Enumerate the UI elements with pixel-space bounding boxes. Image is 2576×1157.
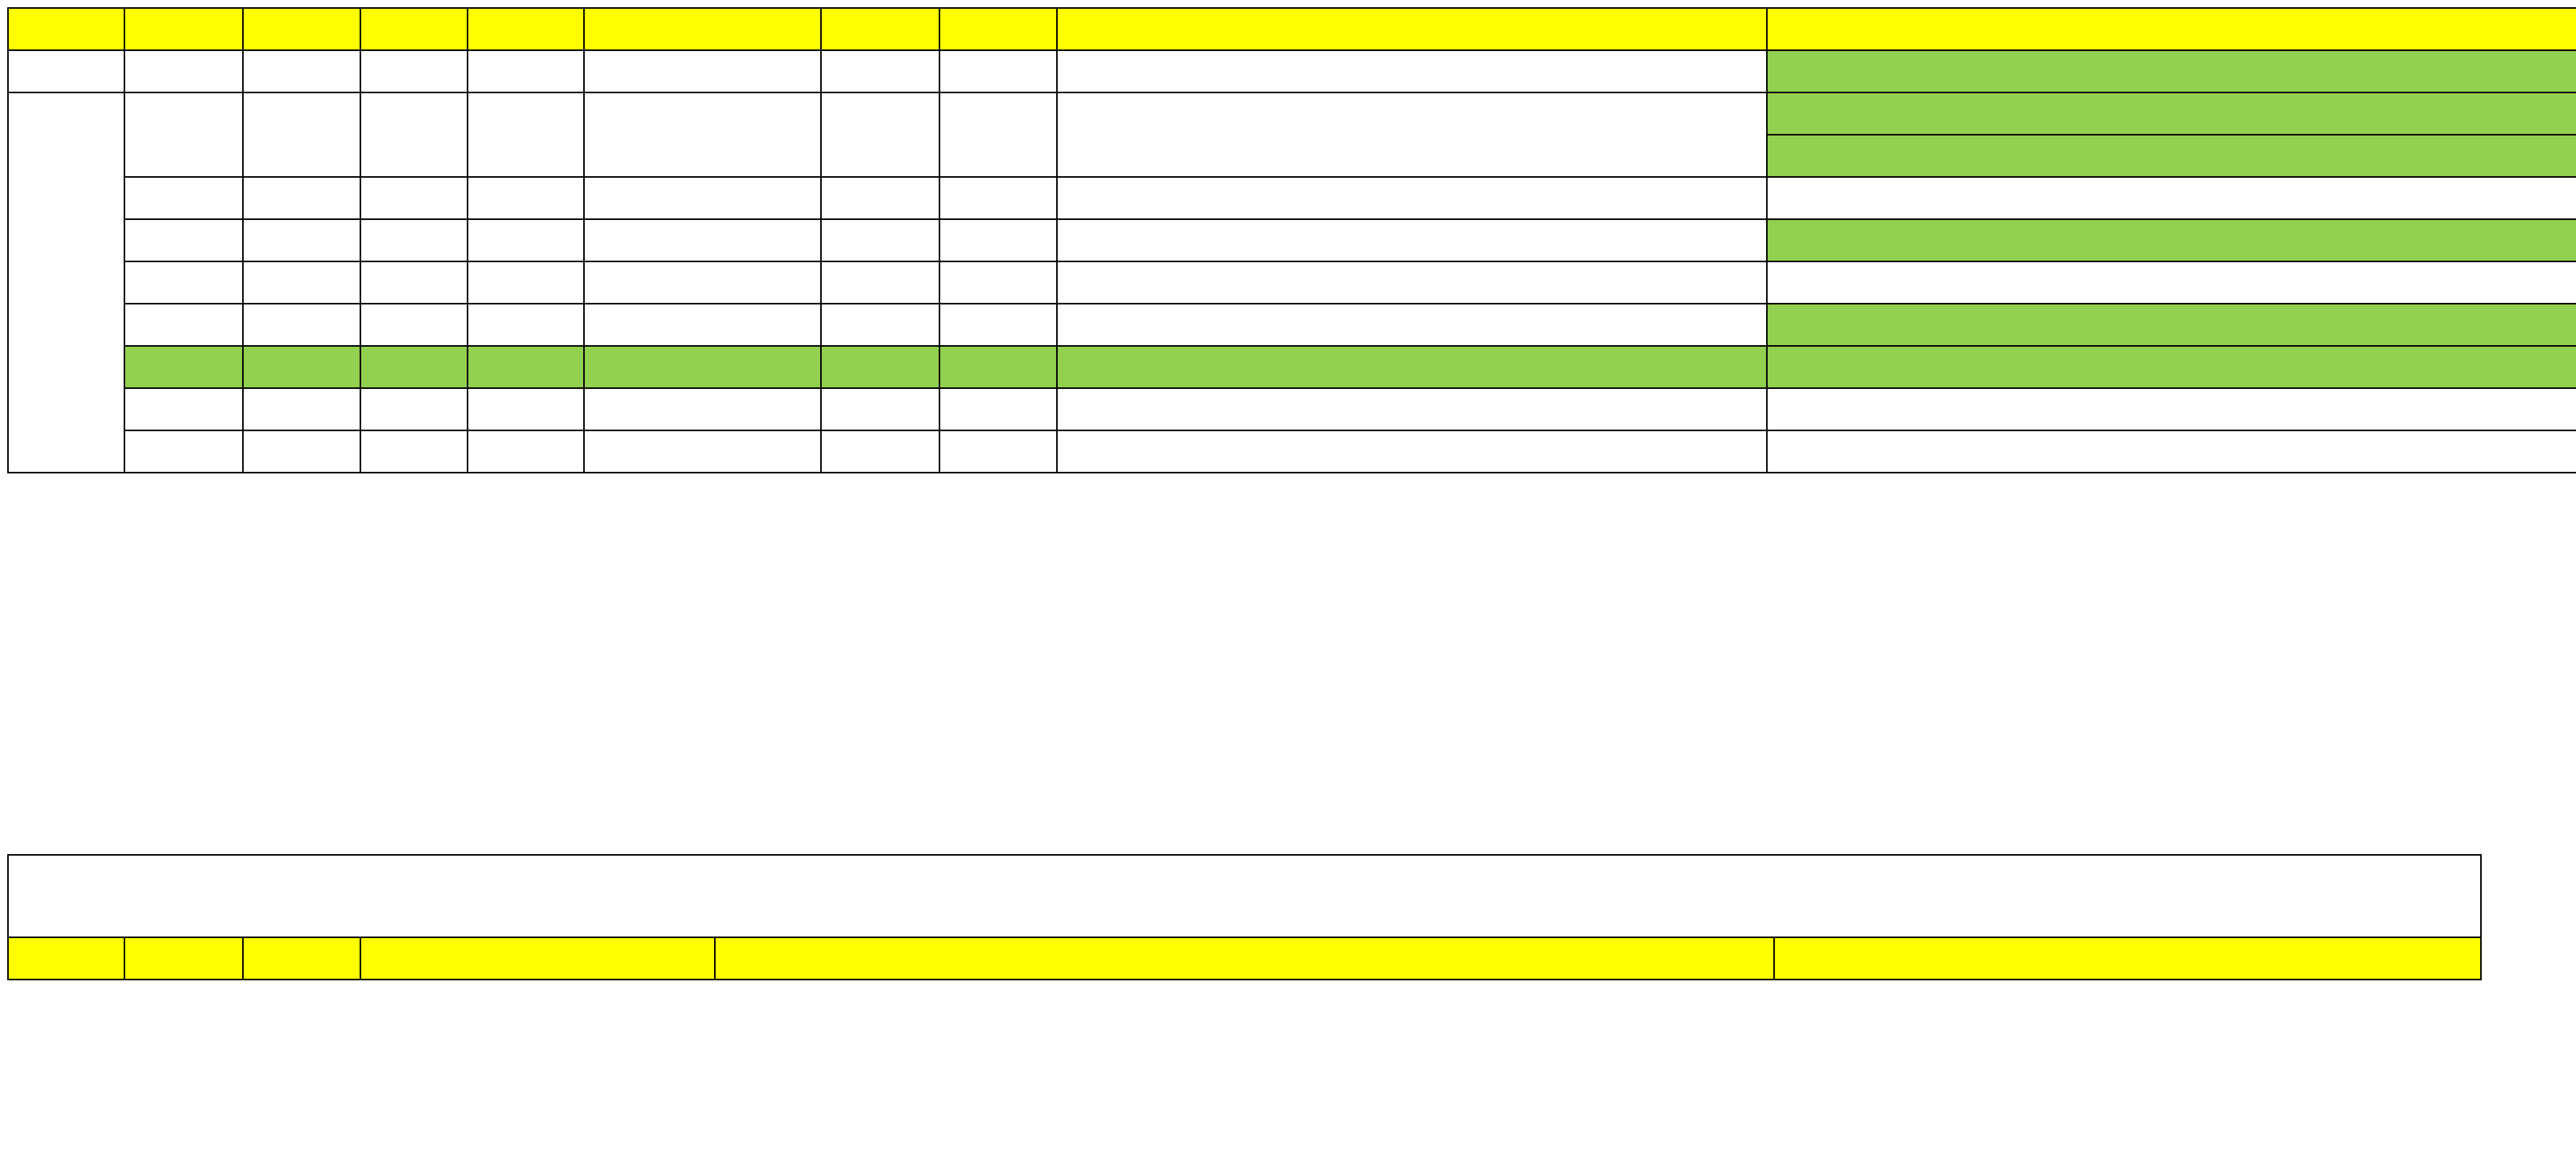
skill-multiplier (584, 177, 821, 219)
header-cell (361, 938, 715, 980)
skill-hong (940, 177, 1057, 219)
skill-job (243, 388, 361, 431)
header-cell (1057, 8, 1767, 50)
skill-effect (1057, 346, 1767, 388)
header-cell (584, 8, 821, 50)
header-cell (8, 938, 125, 980)
skill-stars (361, 346, 468, 388)
skill-multiplier (584, 262, 821, 304)
skill-effect (1057, 177, 1767, 219)
skill-rate (468, 219, 584, 262)
skill-stars (361, 177, 468, 219)
skill-rate (468, 346, 584, 388)
skill-effect (1057, 93, 1767, 177)
skill-hong (940, 93, 1057, 177)
header-cell (715, 938, 1774, 980)
skill-job (243, 431, 361, 473)
skill-job (243, 219, 361, 262)
supplement-table (7, 854, 2482, 980)
skill-name (125, 388, 243, 431)
skill-rate (468, 177, 584, 219)
header-cell (125, 938, 243, 980)
skill-essence (1767, 262, 2576, 304)
table-row (8, 388, 2576, 431)
skill-gang (821, 388, 940, 431)
skill-name (125, 262, 243, 304)
skill-essence (1767, 431, 2576, 473)
skill-hong (940, 431, 1057, 473)
table-row (8, 50, 2576, 93)
skill-effect (1057, 431, 1767, 473)
skill-name (125, 50, 243, 93)
skill-name (125, 431, 243, 473)
skill-gang (821, 50, 940, 93)
skill-multiplier (584, 304, 821, 346)
counter-type-cell (8, 50, 125, 93)
skill-stars (361, 388, 468, 431)
skill-stars (361, 219, 468, 262)
header-cell (1774, 938, 2481, 980)
skill-name (125, 177, 243, 219)
header-cell (361, 8, 468, 50)
skill-gang (821, 304, 940, 346)
skill-gang (821, 177, 940, 219)
skill-hong (940, 304, 1057, 346)
skill-name (125, 304, 243, 346)
table-row (8, 93, 2576, 135)
header-cell (243, 938, 361, 980)
skill-rate (468, 388, 584, 431)
skill-multiplier (584, 431, 821, 473)
header-cell (1767, 8, 2576, 50)
skill-rate (468, 304, 584, 346)
skill-job (243, 93, 361, 177)
skill-effect (1057, 304, 1767, 346)
skill-job (243, 177, 361, 219)
skill-hong (940, 388, 1057, 431)
skill-multiplier (584, 93, 821, 177)
skill-essence (1767, 304, 2576, 346)
skill-gang (821, 219, 940, 262)
skill-gang (821, 93, 940, 177)
skill-job (243, 346, 361, 388)
skill-name (125, 93, 243, 177)
skill-effect (1057, 262, 1767, 304)
skill-hong (940, 50, 1057, 93)
skill-effect (1057, 50, 1767, 93)
skill-gang (821, 262, 940, 304)
table-row (8, 346, 2576, 388)
skill-essence (1767, 50, 2576, 93)
skill-multiplier (584, 50, 821, 93)
header-cell (821, 8, 940, 50)
header-row (8, 8, 2576, 50)
skill-hong (940, 262, 1057, 304)
skill-multiplier (584, 388, 821, 431)
table-row (8, 304, 2576, 346)
skill-stars (361, 50, 468, 93)
counter-type-cell (8, 93, 125, 473)
skill-gang (821, 346, 940, 388)
skill-stars (361, 93, 468, 177)
skill-multiplier (584, 346, 821, 388)
skill-essence-secondary (1767, 135, 2576, 177)
skill-essence (1767, 219, 2576, 262)
skill-rate (468, 93, 584, 177)
skill-hong (940, 219, 1057, 262)
skill-stars (361, 431, 468, 473)
skill-stars (361, 304, 468, 346)
table-row (8, 177, 2576, 219)
supplement-title-row (8, 855, 2481, 938)
header-cell (468, 8, 584, 50)
counter-skills-table (7, 7, 2576, 473)
skill-rate (468, 50, 584, 93)
table-row (8, 262, 2576, 304)
header-cell (125, 8, 243, 50)
skill-essence (1767, 388, 2576, 431)
header-cell (243, 8, 361, 50)
skill-rate (468, 431, 584, 473)
skill-hong (940, 346, 1057, 388)
skill-effect (1057, 388, 1767, 431)
skill-essence (1767, 93, 2576, 135)
counter-skills-body (8, 50, 2576, 473)
skill-job (243, 50, 361, 93)
table-row (8, 219, 2576, 262)
supplement-header-row (8, 938, 2481, 980)
skill-name (125, 346, 243, 388)
skill-job (243, 262, 361, 304)
skill-essence (1767, 177, 2576, 219)
skill-rate (468, 262, 584, 304)
skill-effect (1057, 219, 1767, 262)
skill-essence (1767, 346, 2576, 388)
table-row (8, 431, 2576, 473)
skill-gang (821, 431, 940, 473)
skill-job (243, 304, 361, 346)
skill-stars (361, 262, 468, 304)
skill-multiplier (584, 219, 821, 262)
header-cell (940, 8, 1057, 50)
header-cell (8, 8, 125, 50)
skill-name (125, 219, 243, 262)
supplement-title (8, 855, 2481, 938)
